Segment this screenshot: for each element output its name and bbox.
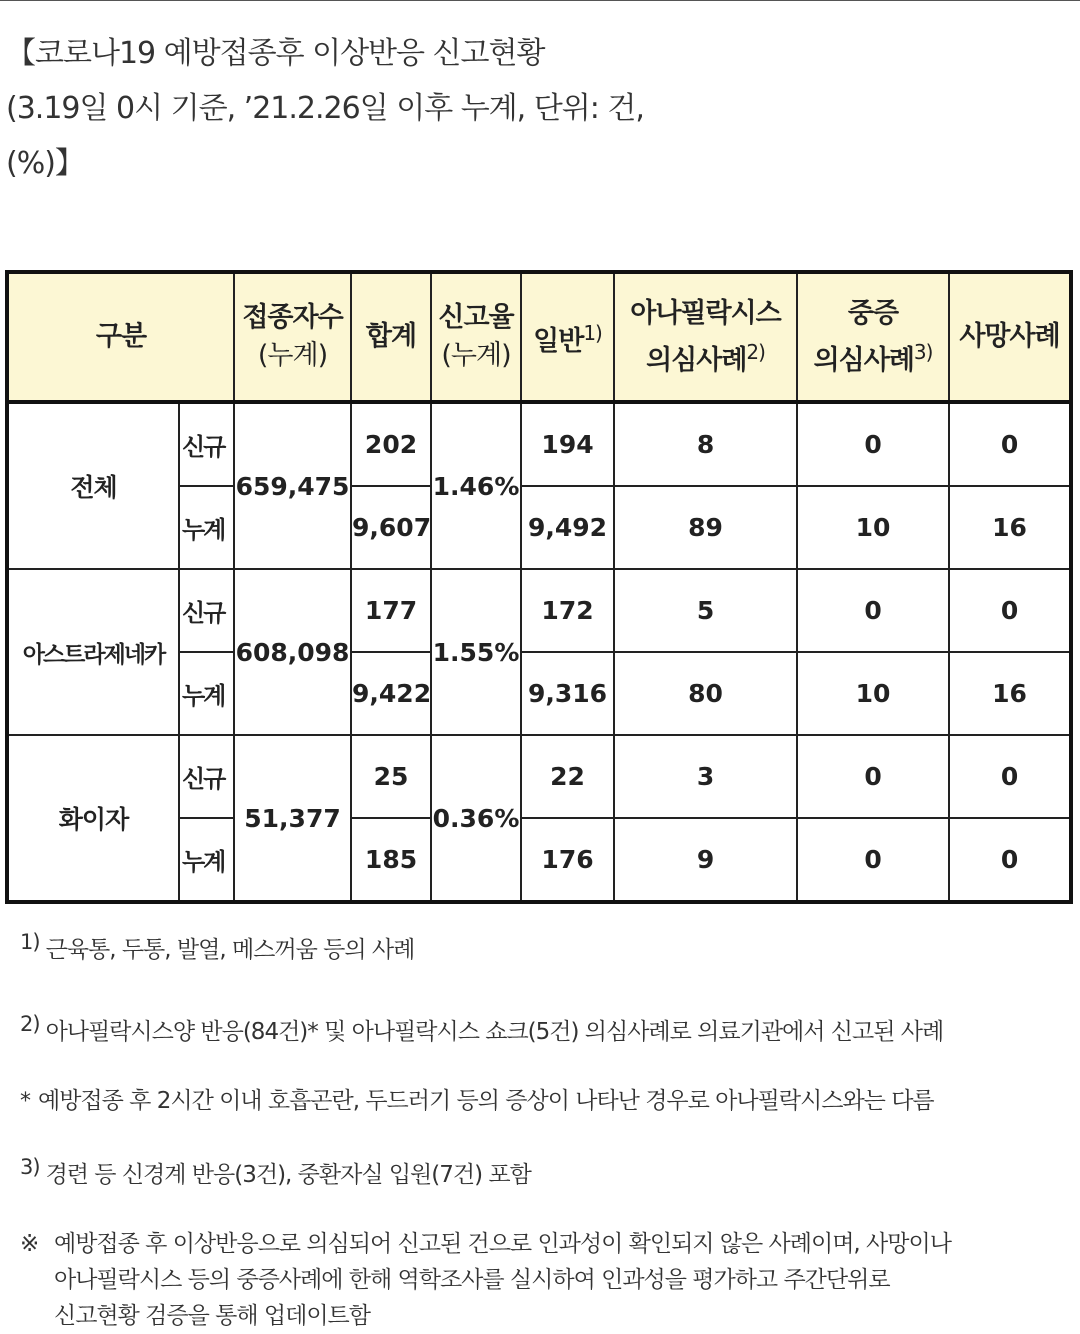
total-cell: 25 bbox=[351, 735, 431, 818]
severe-cell: 10 bbox=[797, 652, 949, 735]
group-name: 화이자 bbox=[7, 735, 179, 902]
report-rate: 1.46% bbox=[431, 402, 521, 569]
group-name: 전체 bbox=[7, 402, 179, 569]
total-cell: 177 bbox=[351, 569, 431, 652]
row-label-cumulative: 누계 bbox=[179, 486, 234, 569]
general-cell: 176 bbox=[521, 818, 614, 902]
header-anaphylaxis-footnote: 2) bbox=[746, 339, 765, 364]
total-cell: 202 bbox=[351, 402, 431, 486]
total-cell: 9,422 bbox=[351, 652, 431, 735]
table-header-row bbox=[7, 272, 1071, 402]
row-label-new: 신규 bbox=[179, 402, 234, 486]
footnote-2-text: 아나필락시스양 반응(84건)* 및 아나필락시스 쇼크(5건) 의심사례로 의료기관에서 신고된 사례 bbox=[45, 1019, 944, 1045]
header-anaphylaxis-line1: 아나필락시스 bbox=[630, 297, 781, 329]
row-label-new: 신규 bbox=[179, 735, 234, 818]
death-cell: 0 bbox=[949, 818, 1071, 902]
footnote-star-mark: * bbox=[20, 1089, 30, 1114]
severe-cell: 0 bbox=[797, 569, 949, 652]
header-category: 구분 bbox=[7, 272, 234, 402]
severe-cell: 0 bbox=[797, 735, 949, 818]
row-label-cumulative: 누계 bbox=[179, 818, 234, 902]
footnote-2 bbox=[20, 1012, 943, 1046]
header-anaphylaxis-line2: 의심사례 bbox=[646, 344, 747, 376]
header-anaphylaxis bbox=[614, 272, 797, 402]
severe-cell: 10 bbox=[797, 486, 949, 569]
header-death: 사망사례 bbox=[949, 272, 1071, 402]
footnote-3-mark: 3) bbox=[20, 1155, 40, 1179]
header-general bbox=[521, 272, 614, 402]
report-rate: 1.55% bbox=[431, 569, 521, 735]
general-cell: 9,492 bbox=[521, 486, 614, 569]
header-report-rate bbox=[431, 272, 521, 402]
death-cell: 0 bbox=[949, 402, 1071, 486]
anaphylaxis-cell: 80 bbox=[614, 652, 797, 735]
general-cell: 194 bbox=[521, 402, 614, 486]
header-severe-line2: 의심사례 bbox=[813, 344, 914, 376]
general-cell: 9,316 bbox=[521, 652, 614, 735]
anaphylaxis-cell: 9 bbox=[614, 818, 797, 902]
death-cell: 16 bbox=[949, 486, 1071, 569]
anaphylaxis-cell: 8 bbox=[614, 402, 797, 486]
row-label-new: 신규 bbox=[179, 569, 234, 652]
footnote-3-text: 경련 등 신경계 반응(3건), 중환자실 입원(7건) 포함 bbox=[45, 1162, 531, 1188]
header-total: 합계 bbox=[351, 272, 431, 402]
group-name: 아스트라제네카 bbox=[7, 569, 179, 735]
table-row bbox=[7, 402, 1071, 486]
footnote-2-mark: 2) bbox=[20, 1012, 40, 1036]
header-severe bbox=[797, 272, 949, 402]
footnote-star-text: 예방접종 후 2시간 이내 호흡곤란, 두드러기 등의 증상이 나타난 경우로 아나필락시스와는 다름 bbox=[38, 1088, 934, 1114]
table-row bbox=[7, 735, 1071, 818]
header-severe-footnote: 3) bbox=[913, 339, 933, 364]
total-cell: 185 bbox=[351, 818, 431, 902]
footnote-1 bbox=[20, 930, 414, 964]
page-title: 【코로나19 예방접종후 이상반응 신고현황 (3.19일 0시 기준, ’21.2.26일 이후 누계, 단위: 건, (%)】 bbox=[6, 36, 644, 181]
total-cell: 9,607 bbox=[351, 486, 431, 569]
death-cell: 0 bbox=[949, 569, 1071, 652]
anaphylaxis-cell: 3 bbox=[614, 735, 797, 818]
death-cell: 0 bbox=[949, 735, 1071, 818]
table-row bbox=[7, 569, 1071, 652]
vaccinated-count: 659,475 bbox=[234, 402, 351, 569]
anaphylaxis-cell: 5 bbox=[614, 569, 797, 652]
header-report-rate-line2: (누계) bbox=[441, 340, 511, 371]
vaccinated-count: 608,098 bbox=[234, 569, 351, 735]
remark-text: 예방접종 후 이상반응으로 의심되어 신고된 건으로 인과성이 확인되지 않은 사례이며, 사망이나 아나필락시스 등의 중증사례에 한해 역학조사를 실시하여 인과성을 평가하고 주간단위로 신고현황 검증을 통해 업데이트함 bbox=[54, 1231, 951, 1329]
top-divider bbox=[0, 0, 1080, 1]
death-cell: 16 bbox=[949, 652, 1071, 735]
footnote-3 bbox=[20, 1155, 531, 1189]
footnote-1-mark: 1) bbox=[20, 930, 40, 954]
header-vaccinated bbox=[234, 272, 351, 402]
report-rate: 0.36% bbox=[431, 735, 521, 902]
header-vaccinated-line2: (누계) bbox=[257, 340, 328, 371]
general-cell: 22 bbox=[521, 735, 614, 818]
anaphylaxis-cell: 89 bbox=[614, 486, 797, 569]
header-report-rate-line1: 신고율 bbox=[438, 302, 514, 333]
footnote-1-text: 근육통, 두통, 발열, 메스꺼움 등의 사례 bbox=[45, 937, 415, 963]
general-cell: 172 bbox=[521, 569, 614, 652]
footnote-star bbox=[20, 1082, 934, 1115]
header-vaccinated-line1: 접종자수 bbox=[242, 302, 343, 333]
remark-mark: ※ bbox=[20, 1231, 39, 1257]
row-label-cumulative: 누계 bbox=[179, 652, 234, 735]
adverse-reaction-table bbox=[5, 270, 1073, 904]
remark-note bbox=[20, 1226, 1060, 1334]
header-general-label: 일반 bbox=[533, 325, 584, 357]
header-severe-line1: 중증 bbox=[847, 297, 899, 329]
severe-cell: 0 bbox=[797, 402, 949, 486]
header-general-footnote: 1) bbox=[583, 320, 602, 345]
vaccinated-count: 51,377 bbox=[234, 735, 351, 902]
severe-cell: 0 bbox=[797, 818, 949, 902]
